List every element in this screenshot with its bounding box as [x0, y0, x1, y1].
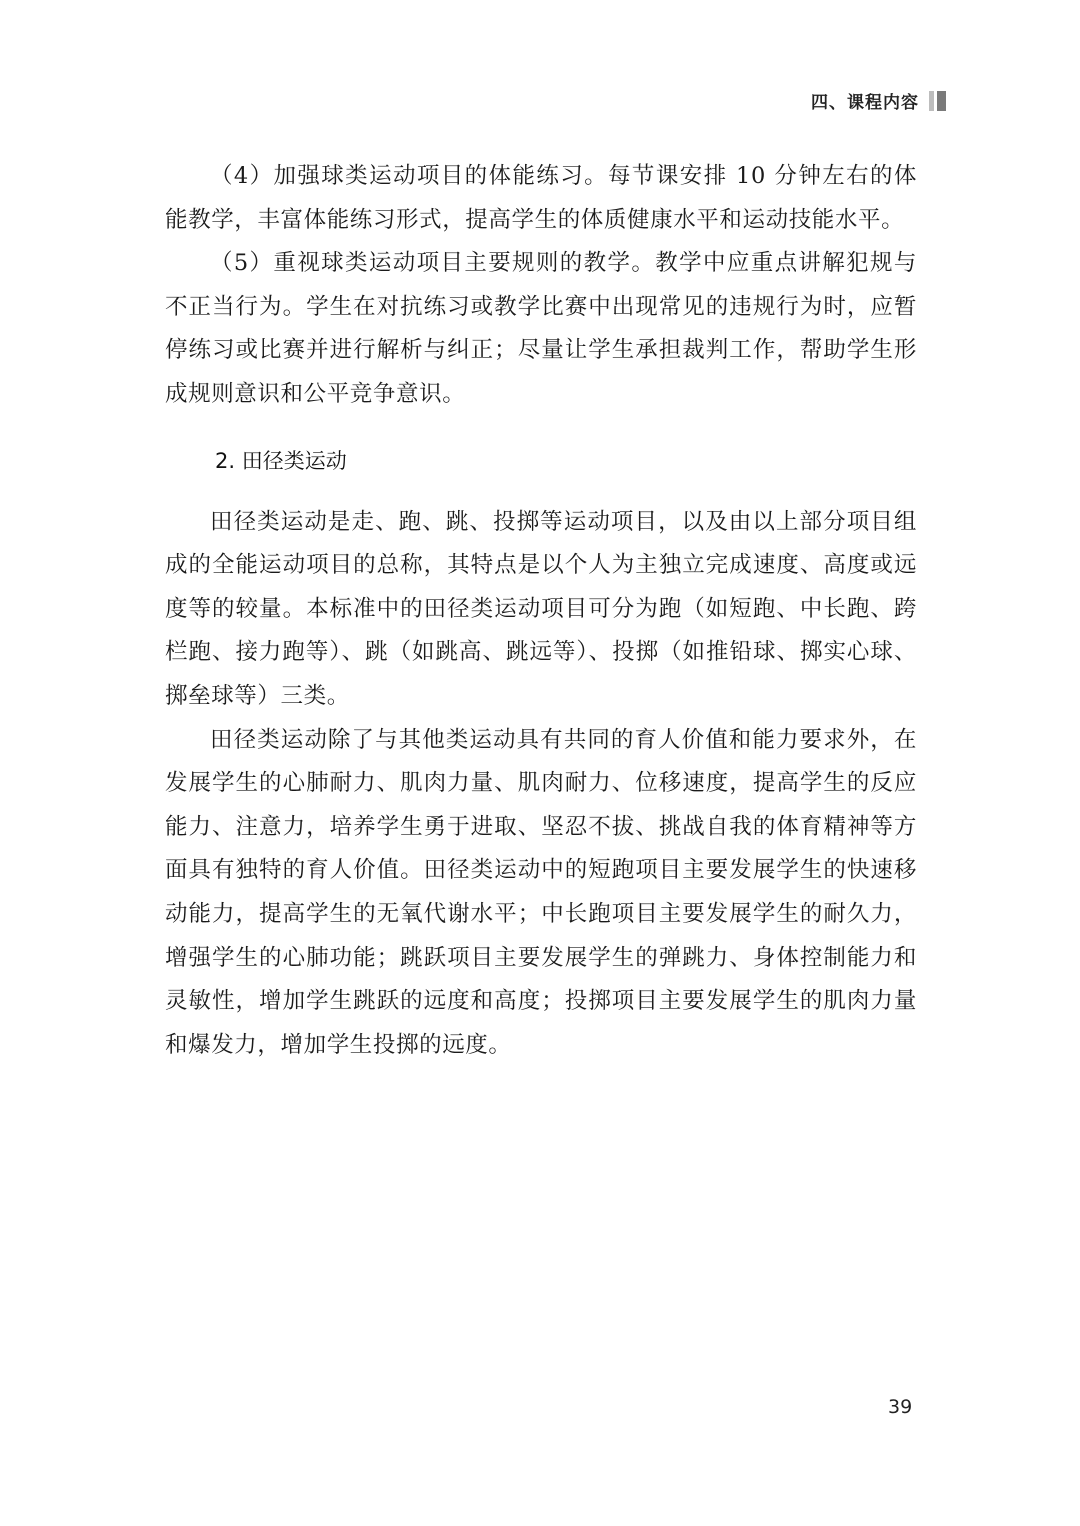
header-bar-dark: [937, 91, 946, 111]
header-marker-icon: [929, 91, 946, 111]
section-heading: 2. 田径类运动: [215, 448, 347, 473]
paragraph-track-intro: 田径类运动是走、跑、跳、投掷等运动项目，以及由以上部分项目组成的全能运动项目的总称，其特点是以个人为主独立完成速度、高度或远度等的较量。本标准中的田径类运动项目可分为跑（如短跑、中长跑、跨栏跑、接力跑等）、跳（如跳高、跳远等）、投掷（如推铅球、掷实心球、掷垒球等）三类。: [165, 508, 917, 709]
page-number: 39: [888, 1396, 913, 1418]
paragraph-item-5: （5）重视球类运动项目主要规则的教学。教学中应重点讲解犯规与不正当行为。学生在对抗练习或教学比赛中出现常见的违规行为时，应暂停练习或比赛并进行解析与纠正；尽量让学生承担裁判工作，帮助学生形成规则意识和公平竞争意识。: [165, 250, 917, 407]
header-bar-light: [929, 91, 934, 111]
paragraph-item-4: （4）加强球类运动项目的体能练习。每节课安排 10 分钟左右的体能教学，丰富体能练习形式，提高学生的体质健康水平和运动技能水平。: [165, 163, 917, 233]
paragraph-track-value: 田径类运动除了与其他类运动具有共同的育人价值和能力要求外，在发展学生的心肺耐力、肌肉力量、肌肉耐力、位移速度，提高学生的反应能力、注意力，培养学生勇于进取、坚忍不拔、挑战自我的体育精神等方面具有独特的育人价值。田径类运动中的短跑项目主要发展学生的快速移动能力，提高学生的无氧代谢水平；中长跑项目主要发展学生的耐久力，增强学生的心肺功能；跳跃项目主要发展学生的弹跳力、身体控制能力和灵敏性，增加学生跳跃的远度和高度；投掷项目主要发展学生的肌肉力量和爆发力，增加学生投掷的远度。: [165, 726, 917, 1058]
running-header: [811, 88, 946, 113]
chapter-title: 四、课程内容: [811, 93, 919, 113]
page-body: [165, 155, 917, 1067]
